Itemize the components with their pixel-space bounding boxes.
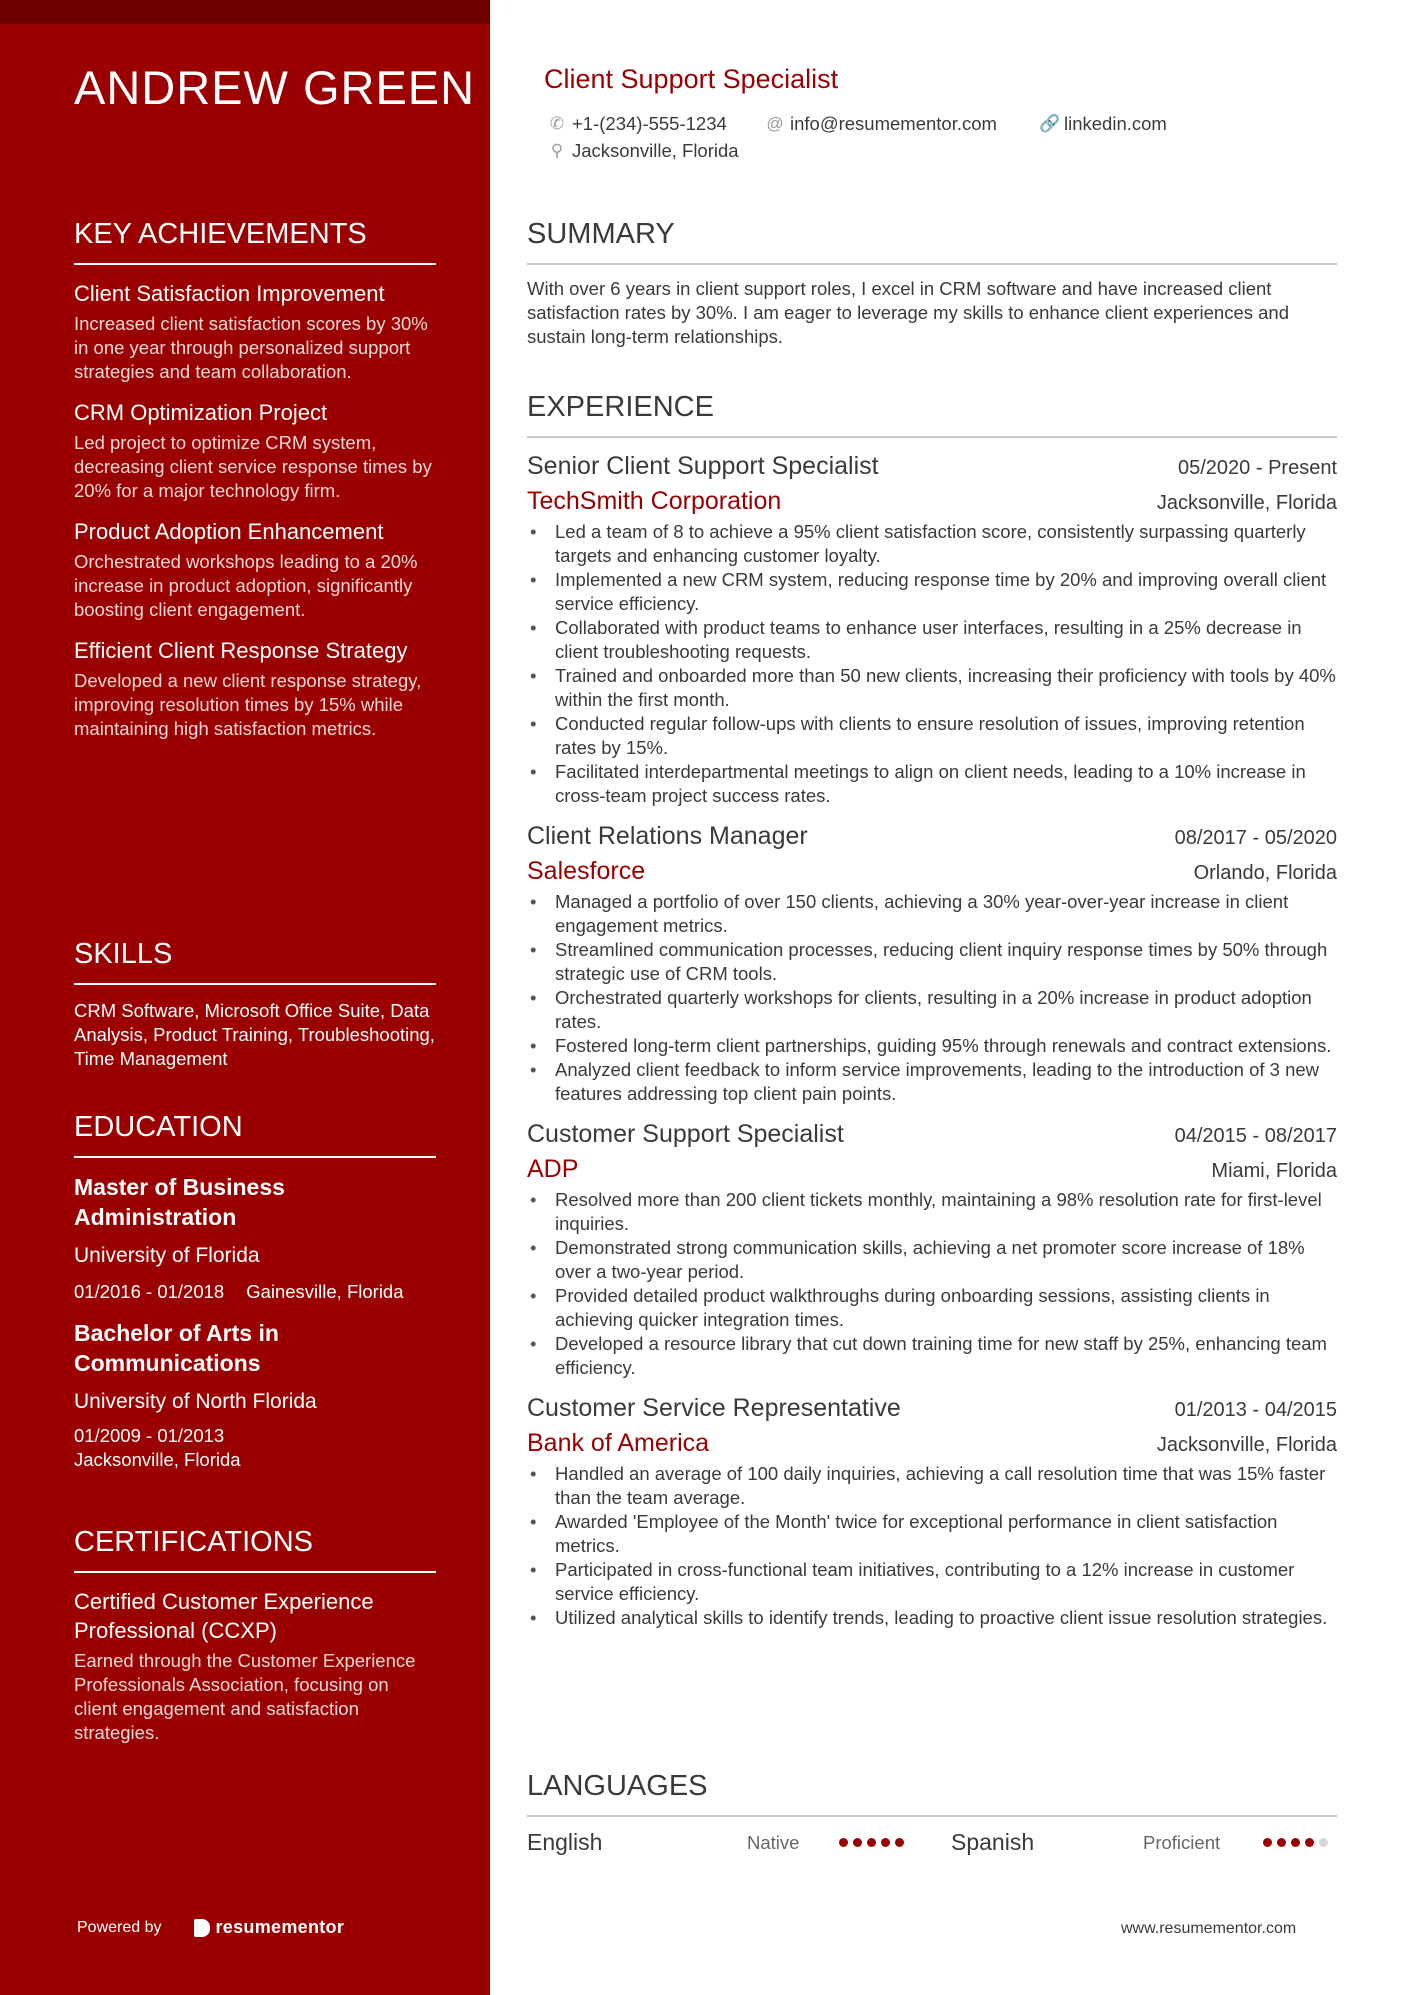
language-item: [527, 1829, 951, 1856]
experience-item: [527, 1394, 1337, 1630]
experience-location: Jacksonville, Florida: [1156, 1434, 1337, 1456]
achievement-title: Product Adoption Enhancement: [74, 519, 384, 544]
experience-bullets: [527, 520, 1337, 808]
summary-heading: SUMMARY: [527, 218, 1337, 265]
bullet-item: • Implemented a new CRM system, reducing response time by 20% and improving overall client service efficiency.: [527, 568, 1337, 616]
education-location: Jacksonville, Florida: [74, 1449, 241, 1470]
education-section: [74, 1111, 436, 1472]
sidebar: [0, 0, 490, 1995]
bullet-item: • Collaborated with product teams to enhance user interfaces, resulting in a 25% decrease in client troubleshooting requests.: [527, 616, 1337, 664]
experience-section: [527, 391, 1337, 1630]
rating-dot-filled: [839, 1838, 848, 1847]
achievement-item: [74, 398, 436, 503]
language-level: Native: [747, 1831, 800, 1853]
experience-location: Jacksonville, Florida: [1156, 492, 1337, 514]
education-dates: 01/2016 - 01/2018: [74, 1281, 225, 1302]
achievement-title: Efficient Client Response Strategy: [74, 638, 408, 663]
bullet-item: • Fostered long-term client partnerships, guiding 95% through renewals and contract extensions.: [527, 1034, 1337, 1058]
footer-url: www.resumementor.com: [1121, 1920, 1297, 1937]
experience-company: Salesforce: [527, 857, 646, 885]
experience-company: ADP: [527, 1155, 579, 1183]
education-school: University of North Florida: [74, 1390, 317, 1413]
bullet-item: • Streamlined communication processes, reducing client inquiry response times by 50% through strategic use of CRM tools.: [527, 938, 1337, 986]
education-dates: 01/2009 - 01/2013: [74, 1425, 225, 1446]
bullet-item: • Trained and onboarded more than 50 new clients, increasing their proficiency with tools by 40% within the first month.: [527, 664, 1337, 712]
achievement-text: Led project to optimize CRM system, decreasing client service response times by 20% for a major technology firm.: [74, 432, 432, 501]
rating-dot-filled: [881, 1838, 890, 1847]
experience-bullets: [527, 890, 1337, 1106]
experience-dates: 05/2020 - Present: [1178, 457, 1337, 479]
experience-role: Customer Service Representative: [527, 1394, 901, 1422]
contact-phone: [547, 113, 727, 135]
education-degree: Master of Business Administration: [74, 1174, 285, 1230]
rating-dot-filled: [1277, 1838, 1286, 1847]
language-level: Proficient: [1143, 1831, 1221, 1853]
experience-role: Client Relations Manager: [527, 822, 808, 850]
experience-bullets: [527, 1462, 1337, 1630]
experience-item: [527, 822, 1337, 1106]
certifications-heading: CERTIFICATIONS: [74, 1526, 436, 1573]
phone-icon: ✆: [549, 114, 565, 133]
bullet-item: • Led a team of 8 to achieve a 95% client satisfaction score, consistently surpassing quarterly targets and enhancing customer loyalty.: [527, 520, 1337, 568]
bullet-item: • Awarded 'Employee of the Month' twice for exceptional performance in client satisfaction metrics.: [527, 1510, 1337, 1558]
experience-item: [527, 452, 1337, 808]
experience-dates: 01/2013 - 04/2015: [1174, 1399, 1337, 1421]
education-meta: [74, 1280, 436, 1304]
skills-section: [74, 938, 436, 1071]
experience-item: [527, 1120, 1337, 1380]
rating-dot-filled: [867, 1838, 876, 1847]
experience-location: Orlando, Florida: [1193, 862, 1337, 884]
experience-dates: 04/2015 - 08/2017: [1174, 1125, 1337, 1147]
bullet-item: • Handled an average of 100 daily inquiries, achieving a call resolution time that was 15% faster than the team average.: [527, 1462, 1337, 1510]
phone-text: +1-(234)-555-1234: [572, 113, 727, 134]
rating-dot-filled: [1305, 1838, 1314, 1847]
education-location: Gainesville, Florida: [246, 1281, 404, 1302]
certification-text: Earned through the Customer Experience Professionals Association, focusing on client engagement and satisfaction strategies.: [74, 1650, 416, 1743]
experience-bullets: [527, 1188, 1337, 1380]
experience-company: TechSmith Corporation: [527, 487, 782, 515]
email-text: info@resumementor.com: [790, 113, 997, 134]
experience-heading: EXPERIENCE: [527, 391, 1337, 438]
bullet-item: • Developed a resource library that cut down training time for new staff by 25%, enhancing team efficiency.: [527, 1332, 1337, 1380]
education-meta: [74, 1424, 436, 1472]
link-icon: 🔗: [1039, 114, 1061, 133]
skills-list: CRM Software, Microsoft Office Suite, Data Analysis, Product Training, Troubleshooting, Time Management: [74, 1000, 435, 1069]
contact-linkedin[interactable]: [1039, 113, 1167, 135]
powered-by: [77, 1917, 344, 1938]
at-icon: @: [766, 114, 784, 133]
language-name: English: [527, 1829, 603, 1855]
language-rating: [1263, 1838, 1337, 1847]
location-text: Jacksonville, Florida: [572, 140, 739, 161]
location-pin-icon: ⚲: [550, 141, 564, 160]
achievement-text: Increased client satisfaction scores by 30% in one year through personalized support strategies and team collaboration.: [74, 313, 428, 382]
achievement-text: Developed a new client response strategy, improving resolution times by 15% while maintaining high satisfaction metrics.: [74, 670, 422, 739]
experience-role: Senior Client Support Specialist: [527, 452, 879, 480]
summary-section: [527, 218, 1337, 349]
bullet-item: • Orchestrated quarterly workshops for clients, resulting in a 20% increase in product adoption rates.: [527, 986, 1337, 1034]
achievement-item: [74, 279, 436, 384]
bullet-item: • Managed a portfolio of over 150 clients, achieving a 30% year-over-year increase in client engagement metrics.: [527, 890, 1337, 938]
resumementor-logo-icon: [194, 1919, 210, 1937]
bullet-item: • Participated in cross-functional team initiatives, contributing to a 12% increase in customer service efficiency.: [527, 1558, 1337, 1606]
language-rating: [839, 1838, 949, 1847]
powered-by-label: Powered by: [77, 1918, 162, 1936]
experience-role: Customer Support Specialist: [527, 1120, 844, 1148]
certification-title: Certified Customer Experience Professional (CCXP): [74, 1589, 374, 1643]
candidate-name: ANDREW GREEN: [74, 61, 476, 114]
sidebar-top-bar: [0, 0, 490, 24]
rating-dot-filled: [1263, 1838, 1272, 1847]
bullet-item: • Resolved more than 200 client tickets monthly, maintaining a 98% resolution rate for first-level inquiries.: [527, 1188, 1337, 1236]
experience-dates: 08/2017 - 05/2020: [1174, 827, 1337, 849]
summary-text: With over 6 years in client support roles, I excel in CRM software and have increased client satisfaction rates by 30%. I am eager to leverage my skills to enhance client experiences and sustain long-term relationships.: [527, 278, 1289, 347]
experience-location: Miami, Florida: [1211, 1160, 1337, 1182]
achievement-text: Orchestrated workshops leading to a 20% increase in product adoption, significantly boosting client engagement.: [74, 551, 418, 620]
skills-heading: SKILLS: [74, 938, 436, 985]
education-item: [74, 1172, 436, 1304]
linkedin-text: linkedin.com: [1064, 113, 1167, 134]
languages-heading: LANGUAGES: [527, 1770, 1337, 1817]
education-degree: Bachelor of Arts in Communications: [74, 1320, 279, 1376]
achievement-title: Client Satisfaction Improvement: [74, 281, 385, 306]
education-school: University of Florida: [74, 1244, 260, 1267]
achievement-item: [74, 517, 436, 622]
certifications-section: [74, 1526, 436, 1745]
bullet-item: • Utilized analytical skills to identify trends, leading to proactive client issue resolution strategies.: [527, 1606, 1337, 1630]
rating-dot-empty: [1319, 1838, 1328, 1847]
language-name: Spanish: [951, 1829, 1035, 1855]
achievements-section: [74, 218, 436, 741]
bullet-item: • Facilitated interdepartmental meetings to align on client needs, leading to a 10% increase in cross-team project success rates.: [527, 760, 1337, 808]
bullet-item: • Demonstrated strong communication skills, achieving a net promoter score increase of 18% over a two-year period.: [527, 1236, 1337, 1284]
education-heading: EDUCATION: [74, 1111, 436, 1158]
achievement-item: [74, 636, 436, 741]
education-item: [74, 1318, 436, 1472]
languages-section: [527, 1770, 1337, 1856]
job-title: Client Support Specialist: [544, 64, 839, 94]
rating-dot-filled: [853, 1838, 862, 1847]
bullet-item: • Provided detailed product walkthroughs during onboarding sessions, assisting clients in achieving quicker integration times.: [527, 1284, 1337, 1332]
rating-dot-filled: [1291, 1838, 1300, 1847]
language-item: [951, 1829, 1337, 1856]
bullet-item: • Analyzed client feedback to inform service improvements, leading to the introduction of 3 new features addressing top client pain points.: [527, 1058, 1337, 1106]
rating-dot-filled: [895, 1838, 904, 1847]
achievements-heading: KEY ACHIEVEMENTS: [74, 218, 436, 265]
powered-by-brand: resumementor: [215, 1917, 345, 1937]
contact-location: [547, 140, 739, 162]
bullet-item: • Conducted regular follow-ups with clients to ensure resolution of issues, improving retention rates by 15%.: [527, 712, 1337, 760]
contact-email[interactable]: [765, 113, 997, 135]
experience-company: Bank of America: [527, 1429, 710, 1457]
achievement-title: CRM Optimization Project: [74, 400, 328, 425]
